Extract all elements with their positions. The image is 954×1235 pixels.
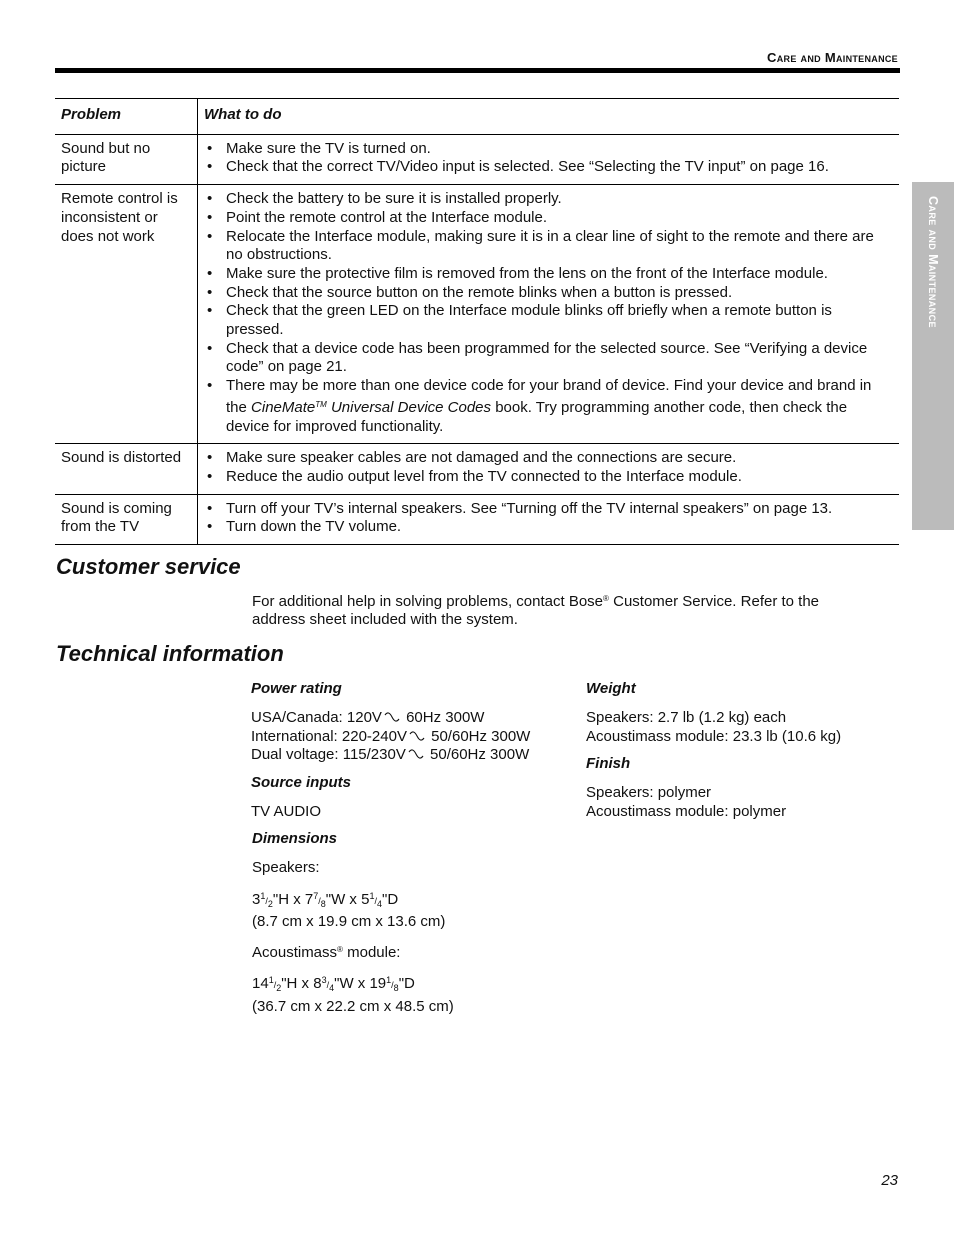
power-line-value: 50/60Hz 300W	[426, 727, 531, 745]
depth-whole: 5	[361, 890, 370, 908]
problem-cell: Sound is coming from the TV	[55, 494, 198, 544]
problem-cell: Sound but no picture	[55, 134, 198, 184]
list-item: • Reduce the audio output level from the TV connected to the Interface module.	[204, 468, 893, 487]
trademark-mark: TM	[315, 399, 327, 409]
width-whole: 8	[313, 975, 322, 992]
table-row	[55, 494, 899, 544]
fraction-numerator: 1	[268, 975, 274, 985]
dimensions-label: Dimensions	[252, 830, 338, 847]
height-whole: 14	[252, 975, 269, 992]
troubleshooting-table	[55, 98, 899, 545]
registered-mark: ®	[337, 944, 343, 954]
height-unit: "H x	[272, 890, 305, 908]
module-label-pre: Acoustimass	[252, 943, 338, 961]
list-item: • Check that a device code has been programmed for the selected source. See “Verifying a device code” on page 21.	[204, 340, 893, 377]
fraction-numerator: 1	[260, 890, 266, 901]
table-header-row	[55, 99, 899, 135]
table-row	[55, 444, 899, 494]
weight-label: Weight	[586, 680, 636, 697]
list-item-text: There may be more than one device code for your brand of device. Find your device and brand in the	[226, 377, 872, 416]
width-unit: "W x	[325, 890, 362, 908]
weight-values	[586, 709, 886, 746]
fraction-denominator: 4	[329, 983, 335, 993]
power-rating-label: Power rating	[251, 680, 342, 697]
action-list	[204, 449, 893, 486]
power-line	[251, 728, 571, 747]
actions-cell	[198, 494, 900, 544]
power-line	[251, 709, 571, 728]
source-inputs-label: Source inputs	[251, 773, 352, 791]
finish-line: Speakers: polymer	[586, 784, 712, 801]
weight-line: Acoustimass module: 23.3 lb (10.6 kg)	[586, 727, 842, 745]
width-fraction: 7/8	[313, 890, 326, 909]
list-item: • Check that the correct TV/Video input is selected. See “Selecting the TV input” on page 16.	[204, 158, 893, 177]
registered-mark: ®	[603, 594, 609, 603]
action-list	[204, 190, 893, 436]
fraction-numerator: 1	[369, 890, 375, 901]
depth-whole: 19	[369, 975, 387, 992]
fraction-denominator: 4	[376, 898, 382, 909]
cs-text-post: Customer Service. Refer to the address sheet included with the system.	[252, 593, 820, 628]
fraction-numerator: 1	[386, 975, 392, 985]
actions-cell	[198, 185, 900, 444]
power-line-label: USA/Canada: 120V	[251, 709, 382, 726]
fraction-denominator: 2	[267, 898, 273, 909]
list-item: • Make sure the protective film is removed from the lens on the front of the Interface module.	[204, 265, 893, 284]
list-item: • Check the battery to be sure it is installed properly.	[204, 190, 893, 209]
height-unit: "H x	[281, 975, 314, 992]
power-line-value: 60Hz 300W	[401, 709, 485, 726]
finish-values	[586, 784, 886, 821]
speakers-dimensions	[252, 887, 571, 932]
width-unit: "W x	[334, 975, 370, 992]
side-tab-label: Care and Maintenance	[926, 196, 940, 328]
ac-symbol-icon	[406, 748, 426, 760]
power-line-label: Dual voltage: 115/230V	[251, 746, 406, 763]
running-header: Care and Maintenance	[767, 50, 898, 65]
speakers-dimensions-label: Speakers:	[252, 859, 320, 876]
ac-symbol-icon	[382, 711, 402, 723]
list-item: • Point the remote control at the Interface module.	[204, 209, 893, 228]
page-number: 23	[881, 1172, 898, 1189]
power-line-value: 50/60Hz 300W	[425, 746, 530, 763]
brand-name: CineMate	[251, 398, 316, 416]
actions-cell	[198, 444, 900, 494]
width-whole: 7	[304, 890, 314, 908]
list-item-text: book. Try programming another code, then check the device for improved functionality.	[226, 398, 848, 435]
power-line-label: International: 220-240V	[251, 727, 407, 745]
list-item: • Check that the green LED on the Interface module blinks off briefly when a remote button is pressed.	[204, 302, 893, 339]
module-dimensions	[252, 971, 571, 1016]
finish-line: Acoustimass module: polymer	[586, 802, 787, 820]
module-dimensions-label	[252, 941, 571, 963]
weight-line: Speakers: 2.7 lb (1.2 kg) each	[586, 709, 787, 726]
height-fraction: 1/2	[268, 975, 282, 993]
technical-information-heading: Technical information	[56, 641, 284, 666]
fraction-denominator: 2	[276, 983, 282, 993]
module-dimensions-metric: (36.7 cm x 22.2 cm x 48.5 cm)	[252, 997, 454, 1015]
tech-left-column	[251, 680, 571, 1025]
problem-cell: Remote control is inconsistent or does not work	[55, 185, 198, 444]
source-inputs-value: TV AUDIO	[251, 802, 322, 820]
finish-label: Finish	[586, 755, 631, 772]
cs-text-pre: For additional help in solving problems, contact Bose	[252, 593, 604, 610]
fraction-numerator: 7	[313, 890, 319, 901]
problem-cell: Sound is distorted	[55, 444, 198, 494]
list-item: • Make sure the TV is turned on.	[204, 140, 893, 159]
module-dimensions-imperial	[252, 971, 571, 998]
action-list	[204, 140, 893, 177]
book-title: Universal Device Codes	[326, 398, 492, 416]
table-row	[55, 185, 899, 444]
list-item: • Make sure speaker cables are not damaged and the connections are secure.	[204, 449, 893, 468]
width-fraction: 3/4	[321, 975, 335, 993]
fraction-numerator: 3	[321, 975, 327, 985]
module-label-post: module:	[342, 943, 401, 961]
table-row	[55, 134, 899, 184]
depth-fraction: 1/8	[386, 975, 399, 993]
speakers-dimensions-imperial	[252, 887, 571, 914]
depth-unit: "D	[382, 890, 399, 908]
header-problem: Problem	[55, 99, 198, 135]
header-rule	[55, 68, 900, 73]
height-whole: 3	[252, 890, 261, 908]
tech-right-column	[586, 680, 886, 830]
list-item: • Turn off your TV’s internal speakers. See “Turning off the TV internal speakers” on page 13.	[204, 500, 893, 519]
power-line	[251, 746, 571, 765]
action-list	[204, 500, 893, 537]
power-rating-values	[251, 709, 571, 765]
list-item: • Turn down the TV volume.	[204, 518, 893, 537]
section-side-tab	[912, 182, 954, 530]
fraction-denominator: 8	[320, 898, 326, 909]
customer-service-text	[252, 590, 872, 629]
customer-service-heading: Customer service	[56, 554, 241, 579]
list-item	[204, 377, 893, 436]
depth-unit: "D	[398, 975, 415, 992]
list-item: • Check that the source button on the remote blinks when a button is pressed.	[204, 284, 893, 303]
list-item: • Relocate the Interface module, making sure it is in a clear line of sight to the remote and there are no obstructions.	[204, 228, 893, 265]
ac-symbol-icon	[407, 730, 427, 742]
depth-fraction: 1/4	[369, 890, 382, 909]
fraction-denominator: 8	[393, 983, 399, 993]
speakers-dimensions-metric: (8.7 cm x 19.9 cm x 13.6 cm)	[252, 913, 446, 930]
height-fraction: 1/2	[260, 890, 273, 909]
header-what-to-do: What to do	[198, 99, 900, 135]
actions-cell	[198, 134, 900, 184]
